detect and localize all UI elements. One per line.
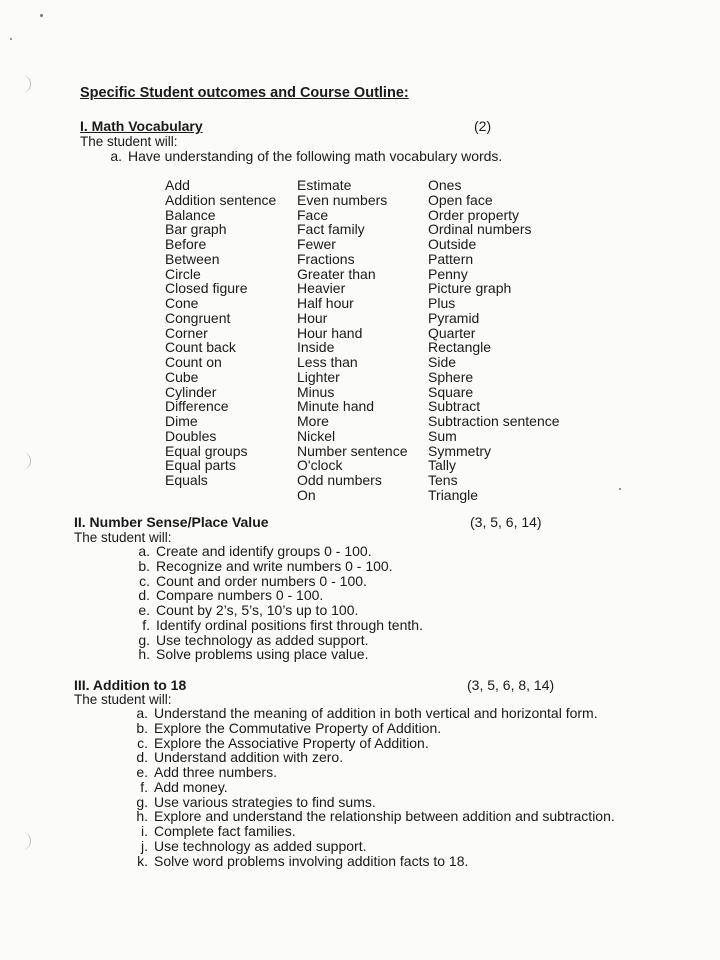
vocab-word: Before	[165, 236, 207, 252]
vocab-word: Heavier	[297, 280, 346, 297]
vocab-word: On	[297, 486, 316, 503]
vocab-word: Side	[428, 354, 457, 370]
list-item-text: Recognize and write numbers 0 - 100.	[156, 557, 393, 574]
section-intro: The student will:	[80, 134, 178, 149]
scan-edge-mark	[20, 832, 31, 850]
vocab-word: Triangle	[428, 486, 479, 503]
list-item	[130, 544, 423, 559]
vocab-word: Equals	[165, 472, 208, 488]
vocab-word: Rectangle	[428, 339, 492, 356]
vocab-word: Lighter	[297, 368, 340, 385]
vocab-word: Open face	[428, 191, 493, 208]
vocab-word: Ordinal numbers	[428, 221, 532, 238]
list-item-letter: c.	[139, 572, 150, 589]
scan-speck	[10, 38, 12, 40]
list-item-text: Count and order numbers 0 - 100.	[156, 572, 367, 589]
list-item	[130, 618, 423, 633]
list-item-text: Add three numbers.	[154, 764, 277, 780]
list-item	[130, 559, 423, 574]
vocab-word: Inside	[297, 339, 335, 356]
vocab-word: Outside	[428, 236, 477, 252]
vocab-word: O'clock	[297, 457, 343, 474]
list-item-letter: f.	[140, 778, 148, 795]
vocab-word: Pyramid	[428, 309, 480, 326]
vocab-word: Even numbers	[297, 191, 388, 208]
list-item-text: Use various strategies to find sums.	[154, 793, 376, 810]
list-item-text: Understand addition with zero.	[154, 749, 344, 766]
list-item-letter: f.	[142, 616, 150, 633]
list-item-letter: g.	[136, 793, 148, 810]
list-item-letter: a.	[138, 543, 150, 559]
vocab-word: Hour	[297, 309, 328, 326]
scan-speck	[619, 488, 621, 490]
vocab-word: Minute hand	[297, 398, 375, 415]
section-reference: (2)	[474, 118, 492, 134]
list-item-text: Solve problems using place value.	[156, 646, 369, 663]
vocab-word: Plus	[428, 295, 456, 311]
vocab-word: Minus	[297, 383, 335, 400]
vocab-word: Cylinder	[165, 383, 217, 400]
list-item	[128, 839, 615, 854]
list-item	[128, 721, 615, 736]
vocab-word: Balance	[165, 206, 216, 223]
vocab-word: Dime	[165, 413, 198, 429]
vocab-word: Count back	[165, 339, 236, 356]
section-intro: The student will:	[74, 530, 172, 545]
vocab-word: Pattern	[428, 250, 474, 267]
list-item-text: Solve word problems involving addition facts to 18.	[154, 852, 469, 869]
vocab-word: Cube	[165, 368, 199, 385]
vocab-column-3	[428, 178, 560, 503]
list-item-text: Complete fact families.	[154, 823, 296, 839]
section-heading-number-sense: II. Number Sense/Place Value	[74, 514, 269, 530]
objective-list	[102, 149, 502, 164]
vocab-word: Picture graph	[428, 280, 512, 297]
vocab-word: Congruent	[165, 309, 231, 326]
vocab-word: Sum	[428, 427, 457, 444]
section-heading-addition: III. Addition to 18	[74, 677, 187, 693]
section-intro: The student will:	[74, 692, 172, 707]
list-item-letter: c.	[137, 734, 148, 751]
vocab-word: Between	[165, 250, 220, 267]
vocab-word: Tally	[428, 457, 457, 474]
list-item-letter: i.	[141, 823, 148, 839]
list-item-letter: e.	[138, 602, 150, 618]
vocab-word: Doubles	[165, 427, 217, 444]
list-item-text: Use technology as added support.	[154, 837, 367, 854]
vocab-word: Equal groups	[165, 442, 248, 459]
vocab-word: Tens	[428, 472, 458, 488]
list-item-letter: a.	[110, 148, 122, 164]
vocab-word: Order property	[428, 206, 520, 223]
vocab-word: Odd numbers	[297, 472, 382, 488]
vocab-word: Addition sentence	[165, 191, 277, 208]
list-item-letter: k.	[137, 852, 148, 869]
vocab-column-2	[297, 178, 408, 503]
list-item	[102, 149, 502, 164]
list-item-letter: g.	[138, 631, 150, 648]
scan-speck	[40, 14, 43, 17]
list-item-text: Identify ordinal positions first through tenth.	[156, 616, 423, 633]
vocab-word: Sphere	[428, 368, 474, 385]
scan-edge-mark	[20, 452, 31, 470]
list-item	[128, 750, 615, 765]
vocab-word: Fact family	[297, 221, 365, 238]
vocab-word: Cone	[165, 295, 199, 311]
vocab-word: Face	[297, 206, 329, 223]
vocab-word: Fewer	[297, 236, 336, 252]
vocab-word: Fractions	[297, 250, 355, 267]
vocab-word: Count on	[165, 354, 222, 370]
list-item-letter: h.	[138, 646, 150, 663]
list-item	[130, 603, 423, 618]
list-item	[128, 706, 615, 721]
vocab-word: Estimate	[297, 177, 352, 193]
vocab-word: Nickel	[297, 427, 336, 444]
list-item-text: Explore the Commutative Property of Addition.	[154, 719, 442, 736]
vocab-word: Symmetry	[428, 442, 491, 459]
vocab-word: Ones	[428, 177, 462, 193]
list-item-text: Count by 2’s, 5’s, 10’s up to 100.	[156, 602, 359, 618]
section-heading-math-vocabulary: I. Math Vocabulary	[80, 118, 203, 134]
section-reference: (3, 5, 6, 8, 14)	[467, 677, 555, 693]
list-item	[128, 824, 615, 839]
vocab-word: Closed figure	[165, 280, 248, 297]
objective-list	[130, 544, 423, 662]
list-item-text: Compare numbers 0 - 100.	[156, 587, 324, 604]
vocab-word: Half hour	[297, 295, 354, 311]
list-item	[128, 780, 615, 795]
list-item-letter: a.	[136, 705, 148, 721]
list-item	[128, 736, 615, 751]
list-item-letter: b.	[136, 719, 148, 736]
vocab-word: Penny	[428, 265, 468, 282]
list-item-text: Explore and understand the relationship between addition and subtraction.	[154, 808, 615, 825]
objective-list	[128, 706, 615, 868]
vocab-word: Difference	[165, 398, 229, 415]
list-item-letter: h.	[136, 808, 148, 825]
list-item-letter: d.	[136, 749, 148, 766]
vocab-word: Square	[428, 383, 474, 400]
list-item-letter: e.	[136, 764, 148, 780]
vocab-word: Less than	[297, 354, 358, 370]
vocab-word: Circle	[165, 265, 201, 282]
list-item-text: Create and identify groups 0 - 100.	[156, 543, 372, 559]
vocab-word: Add	[165, 177, 190, 193]
list-item-text: Understand the meaning of addition in both vertical and horizontal form.	[154, 705, 598, 721]
section-reference: (3, 5, 6, 14)	[470, 514, 542, 530]
document-title: Specific Student outcomes and Course Outline:	[80, 85, 409, 101]
vocab-word: Corner	[165, 324, 208, 341]
list-item	[130, 647, 423, 662]
vocab-word: Bar graph	[165, 221, 227, 238]
list-item	[128, 765, 615, 780]
vocab-word: Subtraction sentence	[428, 413, 560, 429]
vocab-word: Subtract	[428, 398, 481, 415]
vocab-word: Greater than	[297, 265, 376, 282]
vocab-word: Hour hand	[297, 324, 363, 341]
list-item	[128, 854, 615, 869]
list-item-letter: j.	[141, 837, 148, 854]
list-item	[128, 809, 615, 824]
vocab-word: Equal parts	[165, 457, 236, 474]
list-item-letter: d.	[138, 587, 150, 604]
vocab-column-1	[165, 178, 276, 488]
list-item-text: Add money.	[154, 778, 228, 795]
list-item	[130, 633, 423, 648]
list-item-letter: b.	[138, 557, 150, 574]
list-item	[128, 795, 615, 810]
list-item-text: Use technology as added support.	[156, 631, 369, 648]
vocab-word: Quarter	[428, 324, 476, 341]
list-item-text: Have understanding of the following math vocabulary words.	[128, 148, 503, 164]
vocab-word: Number sentence	[297, 442, 408, 459]
vocab-word: More	[297, 413, 329, 429]
scan-edge-mark	[20, 75, 31, 93]
list-item-text: Explore the Associative Property of Addition.	[154, 734, 429, 751]
list-item	[130, 574, 423, 589]
list-item	[130, 588, 423, 603]
